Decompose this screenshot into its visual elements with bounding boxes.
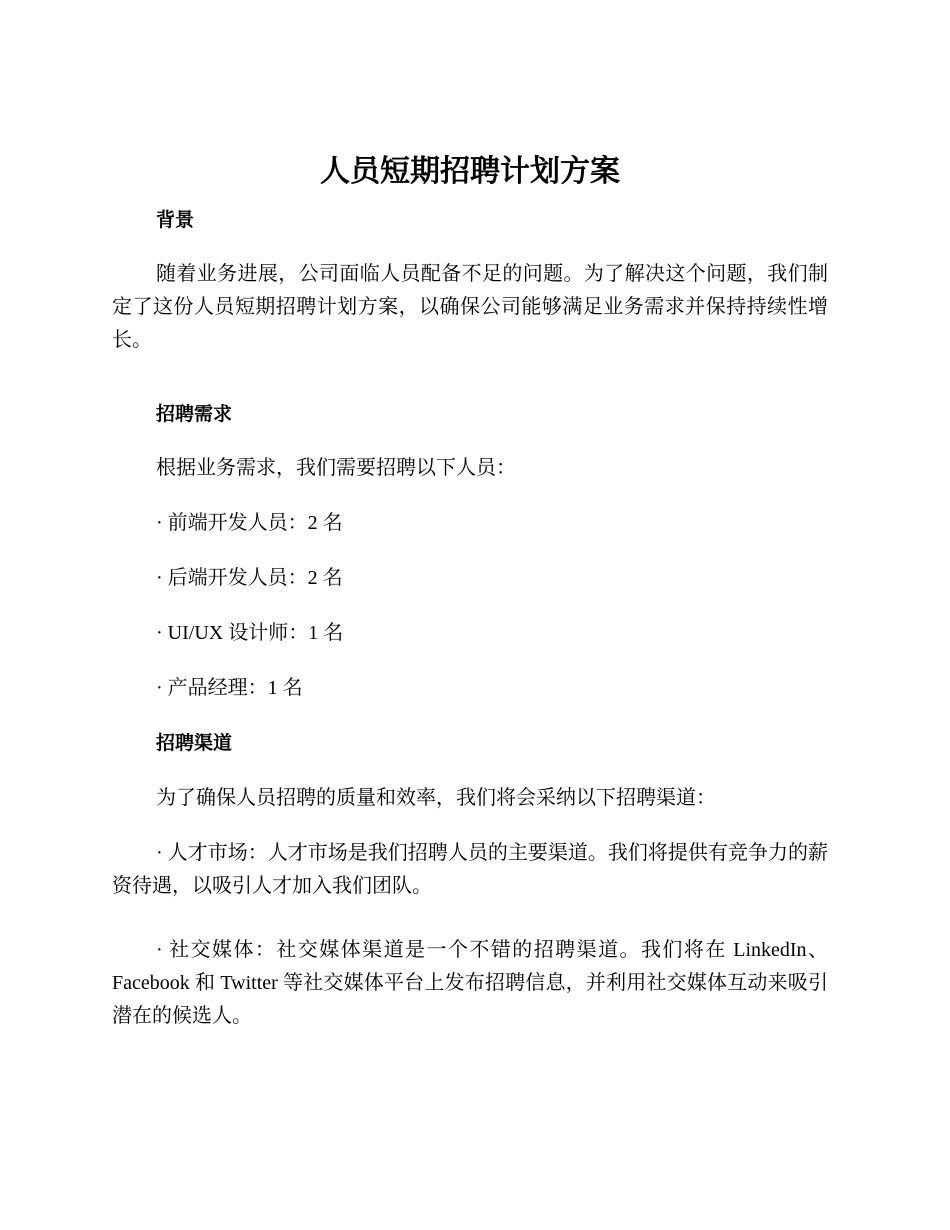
needs-item-designer: · UI/UX 设计师：1 名 (156, 622, 344, 644)
needs-item-frontend: · 前端开发人员：2 名 (156, 512, 343, 534)
channels-item-talent-market: · 人才市场：人才市场是我们招聘人员的主要渠道。我们将提供有竞争力的薪资待遇，以吸引人才加入我们团队。 (112, 842, 828, 897)
channels-intro: 为了确保人员招聘的质量和效率，我们将会采纳以下招聘渠道： (156, 787, 716, 809)
needs-item-pm: · 产品经理：1 名 (156, 677, 303, 699)
needs-item-backend: · 后端开发人员：2 名 (156, 567, 343, 589)
needs-intro: 根据业务需求，我们需要招聘以下人员： (156, 457, 516, 479)
section-heading-background: 背景 (156, 209, 195, 231)
section-heading-channels: 招聘渠道 (156, 732, 233, 754)
channels-item-social-media: · 社交媒体：社交媒体渠道是一个不错的招聘渠道。我们将在 LinkedIn、Facebook 和 Twitter 等社交媒体平台上发布招聘信息，并利用社交媒体互动来吸引潜在的候选人。 (112, 939, 828, 1027)
background-paragraph: 随着业务进展，公司面临人员配备不足的问题。为了解决这个问题，我们制定了这份人员短期招聘计划方案，以确保公司能够满足业务需求并保持持续性增长。 (112, 263, 828, 351)
section-heading-needs: 招聘需求 (156, 403, 233, 425)
document-title: 人员短期招聘计划方案 (320, 154, 620, 189)
